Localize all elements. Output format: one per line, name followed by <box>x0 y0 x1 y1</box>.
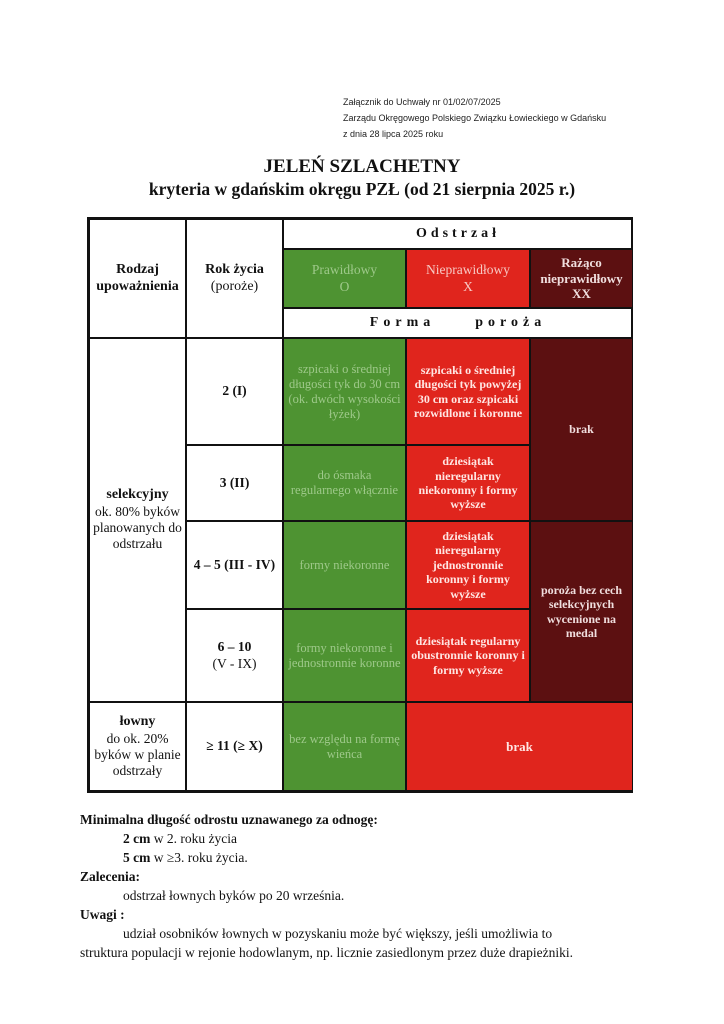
age-row-4-roman: (V - IX) <box>212 655 257 671</box>
red-row-1: szpicaki o średniej długości tyk powyżej 30 cm oraz szpicaki rozwidlone i koronne <box>406 338 530 445</box>
category-razaco <box>530 249 633 308</box>
lowny-title: łowny <box>119 713 156 729</box>
forma-header-word-2: poroża <box>475 314 547 330</box>
criteria-table <box>87 217 633 793</box>
forma-header <box>283 308 633 338</box>
lowny-desc: do ok. 20% byków w planie odstrzały <box>94 730 181 778</box>
selekcyjny-cell <box>89 338 186 702</box>
attachment-note-line-3: z dnia 28 lipca 2025 roku <box>343 129 444 139</box>
col-header-rok <box>186 219 283 338</box>
age-row-4-value: 6 – 10 <box>217 639 252 655</box>
green-row-1: szpicaki o średniej długości tyk do 30 cm (ok. dwóch wysokości łyżek) <box>283 338 406 445</box>
uwagi-title: Uwagi : <box>80 907 125 922</box>
page-subtitle: kryteria w gdańskim okręgu PZŁ (od 21 sierpnia 2025 r.) <box>148 179 576 199</box>
category-razaco-symbol: XX <box>572 286 591 302</box>
red-row-3: dziesiątak nieregularny jednostronnie koronny i formy wyższe <box>406 521 530 609</box>
category-prawidlowy <box>283 249 406 308</box>
lowny-green: bez względu na formę wieńca <box>283 702 406 791</box>
min-length-line-2: 5 cm w ≥3. roku życia. <box>123 850 248 865</box>
green-row-4: formy niekoronne i jednostronnie koronne <box>283 609 406 702</box>
category-nieprawidlowy <box>406 249 530 308</box>
attachment-note-line-2: Zarządu Okręgowego Polskiego Związku Łowieckiego w Gdańsku <box>343 113 607 123</box>
red-row-2: dziesiątak nieregularny niekoronny i formy wyższe <box>406 445 530 521</box>
min-length-line-1: 2 cm w 2. roku życia <box>123 831 237 846</box>
uwagi-text-2: struktura populacji w rejonie hodowlanym, np. licznie zasiedlonym przez duże drapieżniki. <box>80 945 573 960</box>
category-prawidlowy-symbol: O <box>339 278 350 294</box>
forma-header-word-1: Forma <box>369 314 436 330</box>
category-nieprawidlowy-label: Nieprawidłowy <box>426 262 510 278</box>
red-row-4: dziesiątak regularny obustronnie koronny i formy wyższe <box>406 609 530 702</box>
category-razaco-label: Rażąco nieprawidłowy <box>540 255 623 286</box>
green-row-2: do ósmaka regularnego włącznie <box>283 445 406 521</box>
attachment-note <box>343 94 606 142</box>
uwagi-text-1: udział osobników łownych w pozyskaniu może być większy, jeśli umożliwia to <box>123 926 553 941</box>
green-row-3: formy niekoronne <box>283 521 406 609</box>
age-row-1: 2 (I) <box>186 338 283 445</box>
min-length-title: Minimalna długość odrostu uznawanego za odnogę: <box>80 812 378 827</box>
notes-section <box>80 810 660 962</box>
attachment-note-line-1: Załącznik do Uchwały nr 01/02/07/2025 <box>343 97 501 107</box>
lowny-age: ≥ 11 (≥ X) <box>186 702 283 791</box>
maroon-brak: brak <box>530 338 633 521</box>
odstrzal-header: Odstrzał <box>283 219 633 249</box>
page-title: JELEŃ SZLACHETNY <box>263 156 461 177</box>
lowny-cell <box>89 702 186 791</box>
category-nieprawidlowy-symbol: X <box>463 278 473 294</box>
col-header-rodzaj: Rodzaj upoważnienia <box>89 219 186 338</box>
category-prawidlowy-label: Prawidłowy <box>311 262 378 278</box>
col-header-rok-label: Rok życia <box>205 261 264 277</box>
zalecenia-title: Zalecenia: <box>80 869 140 884</box>
zalecenia-text: odstrzał łownych byków po 20 września. <box>123 888 345 903</box>
selekcyjny-title: selekcyjny <box>106 487 169 503</box>
lowny-red: brak <box>406 702 633 791</box>
age-row-4 <box>186 609 283 702</box>
age-row-2: 3 (II) <box>186 445 283 521</box>
age-row-3: 4 – 5 (III - IV) <box>186 521 283 609</box>
maroon-medal: poroża bez cech selekcyjnych wycenione na medal <box>530 521 633 702</box>
col-header-rok-sub: (poroże) <box>210 278 259 294</box>
selekcyjny-desc: ok. 80% byków planowanych do odstrzału <box>93 504 182 552</box>
